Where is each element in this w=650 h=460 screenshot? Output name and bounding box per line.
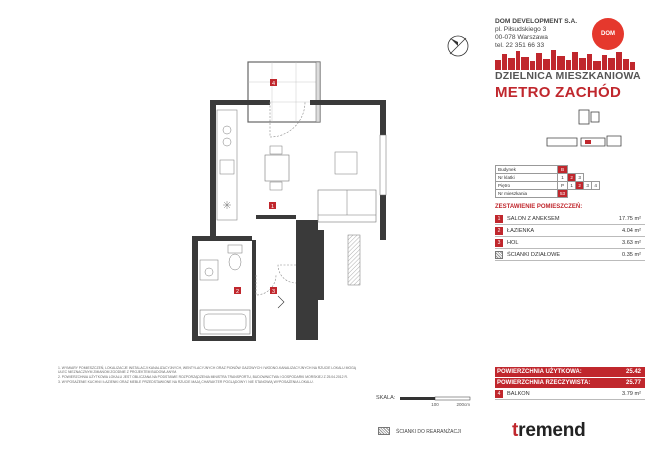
legend-label: ŚCIANKI DO REARANŻACJI	[396, 429, 462, 435]
balcony-row	[495, 389, 645, 400]
info-row-apartment	[496, 190, 600, 198]
floor-plan	[170, 40, 400, 360]
room-number: 4	[495, 390, 503, 398]
notes	[58, 366, 358, 385]
room-label-1: 1	[270, 204, 275, 210]
company-city: 00-078 Warszawa	[495, 34, 548, 41]
info-cell: 4	[592, 182, 600, 190]
note-item: 2. POWIERZCHNIA UŻYTKOWA LOKALU JEST OBLICZANA NA PODSTAWIE ROZPORZĄDZENIA MINISTRA TRANSPORTU, BUDOWNICTWA I GOSPODARKI MORSKIEJ Z 25.04.2012 R.	[58, 375, 348, 380]
room-number: 1	[495, 215, 503, 223]
room-area: 3.63 m²	[622, 240, 641, 246]
info-label: Nr mieszkania	[496, 190, 558, 198]
entrance-arrow-icon	[278, 296, 284, 308]
info-cell: B	[558, 166, 568, 174]
room-area: 17.75 m²	[618, 216, 641, 222]
room-name: ŚCIANKI DZIAŁOWE	[507, 252, 561, 258]
entry-door	[278, 265, 296, 283]
usable-area-bar	[495, 367, 645, 377]
brand-line-2: METRO ZACHÓD	[495, 84, 622, 101]
hatch-icon	[378, 427, 390, 435]
room-name: BALKON	[507, 391, 530, 397]
dining-table	[265, 146, 289, 190]
room-name: ŁAZIENKA	[507, 228, 535, 234]
info-cell: 1	[568, 182, 576, 190]
sofa	[318, 152, 376, 222]
real-area-value: 25.77	[625, 380, 641, 386]
hatch-icon	[495, 251, 503, 259]
usable-area-value: 25.42	[625, 369, 641, 375]
room-row	[495, 226, 645, 237]
real-area-label: POWIERZCHNIA RZECZYWISTA:	[497, 380, 591, 386]
room-name: SALON Z ANEKSEM	[507, 216, 560, 222]
info-cell: 53	[558, 190, 568, 198]
info-cell: 3	[576, 174, 584, 182]
company-name: DOM DEVELOPMENT S.A.	[495, 18, 578, 25]
rearrangeable-wall	[348, 235, 360, 285]
info-label: Piętro	[496, 182, 558, 190]
room-number: 3	[495, 239, 503, 247]
rooms-title: ZESTAWIENIE POMIESZCZEŃ:	[495, 204, 583, 210]
room-label-2: 2	[235, 289, 240, 295]
room-row	[495, 238, 645, 249]
scale-tick: 100	[431, 402, 439, 407]
company-street: pl. Piłsudskiego 3	[495, 26, 547, 33]
room-area: 0.35 m²	[622, 252, 641, 258]
usable-area-label: POWIERZCHNIA UŻYTKOWA:	[497, 369, 582, 375]
room-name: HOL	[507, 240, 519, 246]
info-cell: 1	[558, 174, 568, 182]
compass-icon	[446, 34, 470, 58]
room-row	[495, 214, 645, 225]
info-row-floor	[496, 182, 600, 190]
room-area: 4.04 m²	[622, 228, 641, 234]
note-item: 3. WYPOSAŻENIE KUCHNI I ŁAZIENKI ORAZ MEBLE PRZEDSTAWIONE NA RZUCIE MAJĄ CHARAKTER POGLĄDOWY I NIE STANOWIĄ WYPOSAŻENIA LOKALU.	[58, 379, 314, 384]
note-item: 1. WYMIARY POMIESZCZEŃ, LOKALIZACJE INSTALACJI KANALIZACYJNYCH, WENTYLACYJNYCH ORAZ PIONÓW GAZOWYCH I WODNO-KANALIZACYJNYCH NA RZUCIE LOKALU MOGĄ ULEC NIEZNACZNYM ZMIANOM ZGODNIE Z PROJEKTEM BUDOWLANYM.	[58, 366, 357, 375]
info-label: Nr klatki	[496, 174, 558, 182]
balcony	[248, 62, 320, 122]
kitchen-counter	[217, 110, 237, 220]
room-label-4: 4	[271, 81, 276, 87]
bathroom-fixtures	[200, 245, 250, 334]
room-number: 2	[495, 227, 503, 235]
real-area-bar	[495, 378, 645, 388]
tremend-logo: tremend	[512, 420, 586, 441]
info-cell: 3	[584, 182, 592, 190]
info-cell: P	[558, 182, 568, 190]
info-row-building	[496, 166, 600, 174]
info-row-stairwell	[496, 174, 600, 182]
window	[380, 135, 386, 195]
info-cell: 2	[568, 174, 576, 182]
site-map-icon	[545, 108, 625, 158]
brand-line-1: DZIELNICA MIESZKANIOWA	[495, 70, 641, 82]
scale-tick: 200cm	[456, 402, 470, 407]
scale-label: SKALA:	[376, 395, 396, 401]
room-row	[495, 250, 645, 261]
scale-bar	[398, 392, 473, 408]
info-cell: 2	[576, 182, 584, 190]
dom-logo: DOM	[592, 18, 624, 50]
apartment-info-table	[495, 165, 600, 198]
room-label-3: 3	[271, 289, 276, 295]
skyline-icon	[495, 48, 635, 70]
room-area: 3.79 m²	[622, 391, 641, 397]
company-phone: tel. 22 351 66 33	[495, 42, 545, 49]
info-label: Budynek	[496, 166, 558, 174]
